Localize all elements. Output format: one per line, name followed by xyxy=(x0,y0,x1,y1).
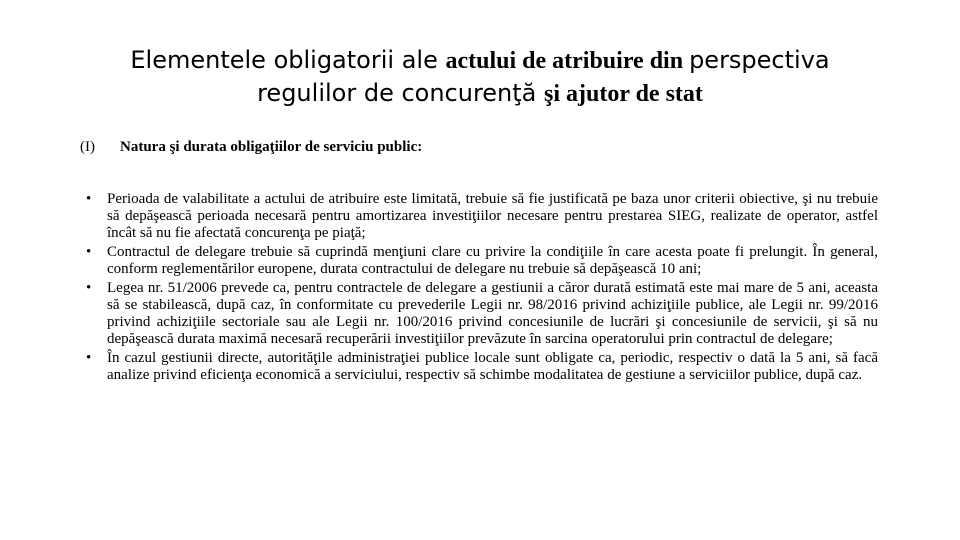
title-line-2 xyxy=(90,77,870,110)
slide-title xyxy=(90,44,870,110)
bullet-text: Legea nr. 51/2006 prevede ca, pentru contractele de delegare a gestiunii a căror durată estimată este mai mare de 5 ani, aceasta să se stabilească, după caz, în conformitate cu prevederile Legii nr. 98/2016 privind achiziţiile publice, ale Legii nr. 99/2016 privind achiziţiile sectoriale sau ale Legii nr. 100/2016 privind concesiunile de lucrări şi concesiunile de servicii, şi să nu depăşească durata maximă necesară recuperării investiţiilor prevăzute în sarcina operatorului prin contractul de delegare; xyxy=(107,280,878,347)
bullet-item xyxy=(86,244,878,278)
bullet-point: • xyxy=(86,350,92,366)
bullet-item xyxy=(86,350,878,384)
title-line-1-part-3: perspectiva xyxy=(689,46,830,74)
title-line-2-part-2: şi ajutor de stat xyxy=(544,81,703,107)
bullet-text: Perioada de valabilitate a actului de atribuire este limitată, trebuie să fie justificată pe baza unor criterii obiective, şi nu trebuie să depăşească perioada necesară pentru amortizarea investiţiilor necesare pentru prestarea SIEG, realizate de operator, astfel încât să nu fie afectată concurenţa pe piaţă; xyxy=(107,191,878,241)
bullet-item xyxy=(86,280,878,348)
title-line-2-part-1: regulilor de concurenţă xyxy=(257,79,545,107)
bullet-point: • xyxy=(86,191,92,207)
bullet-list xyxy=(86,191,878,386)
bullet-item xyxy=(86,191,878,242)
title-line-1-part-2: actului de atribuire din xyxy=(445,48,690,74)
bullet-text: Contractul de delegare trebuie să cuprindă menţiuni clare cu privire la condiţiile în care acesta poate fi prelungit. În general, conform reglementărilor europene, durata contractului de delegare nu trebuie să depăşească 10 ani; xyxy=(107,244,878,277)
section-number: (I) xyxy=(80,139,95,155)
section-title: Natura şi durata obligaţiilor de serviciu public: xyxy=(120,139,423,155)
title-line-1 xyxy=(90,44,870,77)
bullet-text: În cazul gestiunii directe, autorităţile administraţiei publice locale sunt obligate ca, periodic, respectiv o dată la 5 ani, să facă analize privind eficienţa economică a serviciului, respectiv să schimbe modalitatea de gestiune a serviciilor publice, după caz. xyxy=(107,350,878,383)
bullet-point: • xyxy=(86,244,92,260)
bullet-point: • xyxy=(86,280,92,296)
title-line-1-part-1: Elementele obligatorii ale xyxy=(130,46,446,74)
